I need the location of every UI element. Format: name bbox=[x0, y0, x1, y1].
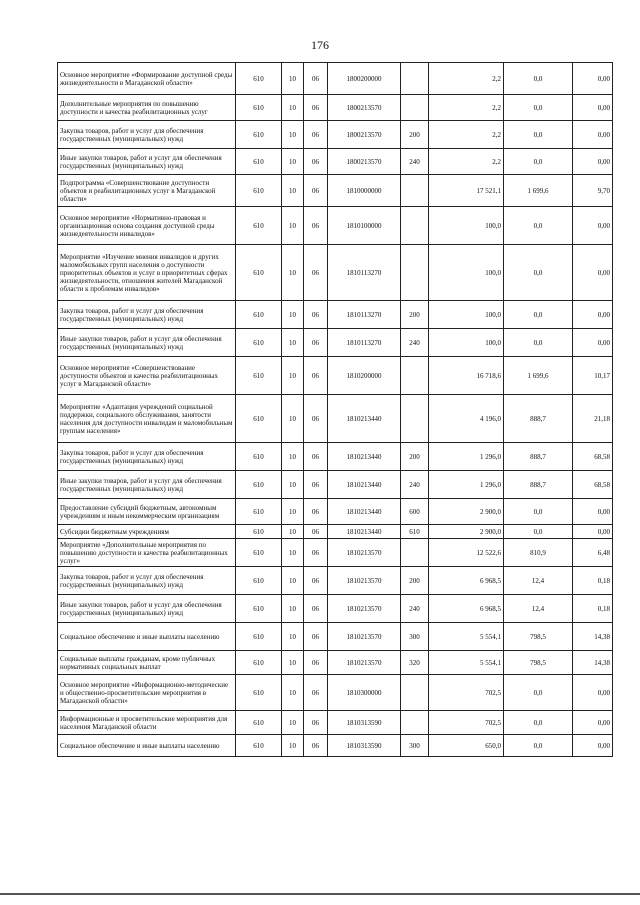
section-cell: 10 bbox=[282, 395, 304, 443]
target-article-cell: 1800200000 bbox=[328, 63, 401, 95]
planned-amount-cell: 5 554,1 bbox=[429, 623, 504, 651]
section-cell: 10 bbox=[282, 623, 304, 651]
admin-code-cell: 610 bbox=[236, 471, 282, 499]
item-name-cell: Закупка товаров, работ и услуг для обеспечения государственных (муниципальных) нужд bbox=[58, 121, 236, 149]
executed-amount-cell: 0,0 bbox=[504, 207, 573, 245]
planned-amount-cell: 16 718,6 bbox=[429, 357, 504, 395]
section-cell: 10 bbox=[282, 149, 304, 175]
admin-code-cell: 610 bbox=[236, 207, 282, 245]
item-name-cell: Мероприятие «Дополнительные мероприятия по повышению доступности и качества реабилитационных услуг» bbox=[58, 539, 236, 567]
percent-cell: 0,00 bbox=[573, 121, 613, 149]
target-article-cell: 1810213440 bbox=[328, 525, 401, 539]
table-row bbox=[58, 471, 613, 499]
subsection-cell: 06 bbox=[304, 471, 328, 499]
planned-amount-cell: 4 196,0 bbox=[429, 395, 504, 443]
executed-amount-cell: 1 699,6 bbox=[504, 175, 573, 207]
planned-amount-cell: 6 968,5 bbox=[429, 567, 504, 595]
executed-amount-cell: 888,7 bbox=[504, 471, 573, 499]
admin-code-cell: 610 bbox=[236, 675, 282, 711]
planned-amount-cell: 100,0 bbox=[429, 329, 504, 357]
subsection-cell: 06 bbox=[304, 245, 328, 301]
expense-type-cell: 200 bbox=[401, 121, 429, 149]
target-article-cell: 1810213440 bbox=[328, 499, 401, 525]
item-name-cell: Дополнительные мероприятия по повышению доступности и качества реабилитационных услуг bbox=[58, 95, 236, 121]
item-name-cell: Предоставление субсидий бюджетным, автономным учреждениям и иным некоммерческим организациям bbox=[58, 499, 236, 525]
percent-cell: 0,00 bbox=[573, 675, 613, 711]
percent-cell: 68,58 bbox=[573, 443, 613, 471]
subsection-cell: 06 bbox=[304, 121, 328, 149]
section-cell: 10 bbox=[282, 539, 304, 567]
section-cell: 10 bbox=[282, 499, 304, 525]
table-row bbox=[58, 675, 613, 711]
planned-amount-cell: 2 900,0 bbox=[429, 499, 504, 525]
expense-type-cell bbox=[401, 539, 429, 567]
table-row bbox=[58, 567, 613, 595]
table-row bbox=[58, 711, 613, 735]
table-row bbox=[58, 149, 613, 175]
executed-amount-cell: 888,7 bbox=[504, 395, 573, 443]
percent-cell: 0,00 bbox=[573, 525, 613, 539]
section-cell: 10 bbox=[282, 245, 304, 301]
planned-amount-cell: 1 296,0 bbox=[429, 443, 504, 471]
percent-cell: 6,48 bbox=[573, 539, 613, 567]
subsection-cell: 06 bbox=[304, 675, 328, 711]
percent-cell: 0,00 bbox=[573, 711, 613, 735]
executed-amount-cell: 0,0 bbox=[504, 711, 573, 735]
item-name-cell: Социальное обеспечение и иные выплаты населению bbox=[58, 623, 236, 651]
item-name-cell: Иные закупки товаров, работ и услуг для обеспечения государственных (муниципальных) нужд bbox=[58, 329, 236, 357]
expense-type-cell: 200 bbox=[401, 301, 429, 329]
item-name-cell: Иные закупки товаров, работ и услуг для обеспечения государственных (муниципальных) нужд bbox=[58, 471, 236, 499]
section-cell: 10 bbox=[282, 329, 304, 357]
table-row bbox=[58, 357, 613, 395]
expense-type-cell: 300 bbox=[401, 735, 429, 757]
executed-amount-cell: 12,4 bbox=[504, 595, 573, 623]
percent-cell: 0,00 bbox=[573, 301, 613, 329]
target-article-cell: 1810300000 bbox=[328, 675, 401, 711]
table-row bbox=[58, 207, 613, 245]
target-article-cell: 1810200000 bbox=[328, 357, 401, 395]
percent-cell: 21,18 bbox=[573, 395, 613, 443]
table-row bbox=[58, 329, 613, 357]
table-row bbox=[58, 499, 613, 525]
expense-type-cell bbox=[401, 175, 429, 207]
executed-amount-cell: 0,0 bbox=[504, 735, 573, 757]
percent-cell: 10,17 bbox=[573, 357, 613, 395]
table-row bbox=[58, 539, 613, 567]
executed-amount-cell: 0,0 bbox=[504, 149, 573, 175]
executed-amount-cell: 0,0 bbox=[504, 525, 573, 539]
executed-amount-cell: 0,0 bbox=[504, 95, 573, 121]
subsection-cell: 06 bbox=[304, 395, 328, 443]
table-row bbox=[58, 395, 613, 443]
admin-code-cell: 610 bbox=[236, 245, 282, 301]
table-row bbox=[58, 121, 613, 149]
table-row bbox=[58, 63, 613, 95]
item-name-cell: Закупка товаров, работ и услуг для обеспечения государственных (муниципальных) нужд bbox=[58, 567, 236, 595]
percent-cell: 0,00 bbox=[573, 735, 613, 757]
expense-type-cell: 240 bbox=[401, 149, 429, 175]
planned-amount-cell: 650,0 bbox=[429, 735, 504, 757]
executed-amount-cell: 0,0 bbox=[504, 329, 573, 357]
subsection-cell: 06 bbox=[304, 149, 328, 175]
expense-type-cell bbox=[401, 207, 429, 245]
subsection-cell: 06 bbox=[304, 443, 328, 471]
target-article-cell: 1810113270 bbox=[328, 301, 401, 329]
subsection-cell: 06 bbox=[304, 711, 328, 735]
target-article-cell: 1810213570 bbox=[328, 567, 401, 595]
section-cell: 10 bbox=[282, 567, 304, 595]
target-article-cell: 1810213570 bbox=[328, 595, 401, 623]
planned-amount-cell: 12 522,6 bbox=[429, 539, 504, 567]
admin-code-cell: 610 bbox=[236, 651, 282, 675]
admin-code-cell: 610 bbox=[236, 357, 282, 395]
section-cell: 10 bbox=[282, 711, 304, 735]
executed-amount-cell: 798,5 bbox=[504, 651, 573, 675]
planned-amount-cell: 1 296,0 bbox=[429, 471, 504, 499]
footer-rule bbox=[0, 893, 640, 895]
expense-type-cell bbox=[401, 675, 429, 711]
table-row bbox=[58, 301, 613, 329]
item-name-cell: Иные закупки товаров, работ и услуг для обеспечения государственных (муниципальных) нужд bbox=[58, 149, 236, 175]
table-row bbox=[58, 651, 613, 675]
executed-amount-cell: 798,5 bbox=[504, 623, 573, 651]
subsection-cell: 06 bbox=[304, 525, 328, 539]
section-cell: 10 bbox=[282, 63, 304, 95]
item-name-cell: Основное мероприятие «Информационно-методические и общественно-просветительские мероприятия в Магаданской области» bbox=[58, 675, 236, 711]
admin-code-cell: 610 bbox=[236, 711, 282, 735]
budget-table bbox=[57, 62, 613, 757]
percent-cell: 68,58 bbox=[573, 471, 613, 499]
section-cell: 10 bbox=[282, 443, 304, 471]
expense-type-cell bbox=[401, 357, 429, 395]
executed-amount-cell: 0,0 bbox=[504, 499, 573, 525]
expense-type-cell bbox=[401, 95, 429, 121]
subsection-cell: 06 bbox=[304, 595, 328, 623]
target-article-cell: 1810313590 bbox=[328, 711, 401, 735]
expense-type-cell: 600 bbox=[401, 499, 429, 525]
planned-amount-cell: 2,2 bbox=[429, 63, 504, 95]
expense-type-cell bbox=[401, 63, 429, 95]
admin-code-cell: 610 bbox=[236, 525, 282, 539]
planned-amount-cell: 5 554,1 bbox=[429, 651, 504, 675]
admin-code-cell: 610 bbox=[236, 95, 282, 121]
target-article-cell: 1810113270 bbox=[328, 245, 401, 301]
item-name-cell: Информационные и просветительские мероприятия для населения Магаданской области bbox=[58, 711, 236, 735]
percent-cell: 0,00 bbox=[573, 149, 613, 175]
table-row bbox=[58, 175, 613, 207]
section-cell: 10 bbox=[282, 651, 304, 675]
table-row bbox=[58, 443, 613, 471]
planned-amount-cell: 17 521,1 bbox=[429, 175, 504, 207]
expense-type-cell: 610 bbox=[401, 525, 429, 539]
percent-cell: 14,38 bbox=[573, 651, 613, 675]
target-article-cell: 1810313590 bbox=[328, 735, 401, 757]
expense-type-cell: 200 bbox=[401, 567, 429, 595]
target-article-cell: 1810000000 bbox=[328, 175, 401, 207]
target-article-cell: 1810213570 bbox=[328, 539, 401, 567]
planned-amount-cell: 100,0 bbox=[429, 301, 504, 329]
subsection-cell: 06 bbox=[304, 357, 328, 395]
admin-code-cell: 610 bbox=[236, 149, 282, 175]
admin-code-cell: 610 bbox=[236, 301, 282, 329]
percent-cell: 0,00 bbox=[573, 207, 613, 245]
admin-code-cell: 610 bbox=[236, 735, 282, 757]
subsection-cell: 06 bbox=[304, 329, 328, 357]
section-cell: 10 bbox=[282, 525, 304, 539]
subsection-cell: 06 bbox=[304, 175, 328, 207]
item-name-cell: Иные закупки товаров, работ и услуг для обеспечения государственных (муниципальных) нужд bbox=[58, 595, 236, 623]
subsection-cell: 06 bbox=[304, 63, 328, 95]
executed-amount-cell: 12,4 bbox=[504, 567, 573, 595]
planned-amount-cell: 2,2 bbox=[429, 95, 504, 121]
page-number: 176 bbox=[311, 38, 329, 52]
target-article-cell: 1810213440 bbox=[328, 395, 401, 443]
executed-amount-cell: 0,0 bbox=[504, 301, 573, 329]
expense-type-cell bbox=[401, 245, 429, 301]
item-name-cell: Субсидии бюджетным учреждениям bbox=[58, 525, 236, 539]
expense-type-cell: 240 bbox=[401, 329, 429, 357]
admin-code-cell: 610 bbox=[236, 499, 282, 525]
item-name-cell: Мероприятие «Адаптация учреждений социальной поддержки, социального обслуживания, занятости населения для доступности инвалидам и маломобильным группам населения» bbox=[58, 395, 236, 443]
subsection-cell: 06 bbox=[304, 651, 328, 675]
section-cell: 10 bbox=[282, 207, 304, 245]
subsection-cell: 06 bbox=[304, 539, 328, 567]
planned-amount-cell: 2,2 bbox=[429, 149, 504, 175]
percent-cell: 0,18 bbox=[573, 567, 613, 595]
expense-type-cell: 300 bbox=[401, 623, 429, 651]
admin-code-cell: 610 bbox=[236, 63, 282, 95]
admin-code-cell: 610 bbox=[236, 595, 282, 623]
subsection-cell: 06 bbox=[304, 207, 328, 245]
subsection-cell: 06 bbox=[304, 95, 328, 121]
item-name-cell: Социальное обеспечение и иные выплаты населению bbox=[58, 735, 236, 757]
expense-type-cell: 320 bbox=[401, 651, 429, 675]
executed-amount-cell: 0,0 bbox=[504, 675, 573, 711]
section-cell: 10 bbox=[282, 471, 304, 499]
planned-amount-cell: 702,5 bbox=[429, 675, 504, 711]
target-article-cell: 1800213570 bbox=[328, 149, 401, 175]
expense-type-cell bbox=[401, 711, 429, 735]
percent-cell: 14,38 bbox=[573, 623, 613, 651]
percent-cell: 0,00 bbox=[573, 329, 613, 357]
target-article-cell: 1810213570 bbox=[328, 651, 401, 675]
target-article-cell: 1800213570 bbox=[328, 95, 401, 121]
executed-amount-cell: 0,0 bbox=[504, 245, 573, 301]
subsection-cell: 06 bbox=[304, 623, 328, 651]
subsection-cell: 06 bbox=[304, 301, 328, 329]
planned-amount-cell: 2,2 bbox=[429, 121, 504, 149]
section-cell: 10 bbox=[282, 735, 304, 757]
expense-type-cell: 240 bbox=[401, 471, 429, 499]
subsection-cell: 06 bbox=[304, 499, 328, 525]
target-article-cell: 1810213570 bbox=[328, 623, 401, 651]
item-name-cell: Основное мероприятие «Формирование доступной среды жизнедеятельности в Магаданской области» bbox=[58, 63, 236, 95]
item-name-cell: Основное мероприятие «Нормативно-правовая и организационная основа создания доступной среды жизнедеятельности инвалидов» bbox=[58, 207, 236, 245]
executed-amount-cell: 1 699,6 bbox=[504, 357, 573, 395]
admin-code-cell: 610 bbox=[236, 623, 282, 651]
item-name-cell: Социальные выплаты гражданам, кроме публичных нормативных социальных выплат bbox=[58, 651, 236, 675]
planned-amount-cell: 702,5 bbox=[429, 711, 504, 735]
admin-code-cell: 610 bbox=[236, 175, 282, 207]
target-article-cell: 1810100000 bbox=[328, 207, 401, 245]
planned-amount-cell: 6 968,5 bbox=[429, 595, 504, 623]
section-cell: 10 bbox=[282, 357, 304, 395]
percent-cell: 0,00 bbox=[573, 95, 613, 121]
expense-type-cell bbox=[401, 395, 429, 443]
admin-code-cell: 610 bbox=[236, 443, 282, 471]
expense-type-cell: 200 bbox=[401, 443, 429, 471]
percent-cell: 0,00 bbox=[573, 499, 613, 525]
table-row bbox=[58, 525, 613, 539]
item-name-cell: Основное мероприятие «Совершенствование доступности объектов и качества реабилитационных услуг в Магаданской области» bbox=[58, 357, 236, 395]
table-row bbox=[58, 595, 613, 623]
section-cell: 10 bbox=[282, 121, 304, 149]
budget-table-body bbox=[58, 63, 613, 757]
admin-code-cell: 610 bbox=[236, 329, 282, 357]
executed-amount-cell: 0,0 bbox=[504, 121, 573, 149]
planned-amount-cell: 100,0 bbox=[429, 207, 504, 245]
target-article-cell: 1810213440 bbox=[328, 443, 401, 471]
expense-type-cell: 240 bbox=[401, 595, 429, 623]
admin-code-cell: 610 bbox=[236, 121, 282, 149]
executed-amount-cell: 888,7 bbox=[504, 443, 573, 471]
item-name-cell: Закупка товаров, работ и услуг для обеспечения государственных (муниципальных) нужд bbox=[58, 443, 236, 471]
item-name-cell: Подпрограмма «Совершенствование доступности объектов и реабилитационных услуг в Магаданской области» bbox=[58, 175, 236, 207]
target-article-cell: 1810213440 bbox=[328, 471, 401, 499]
section-cell: 10 bbox=[282, 595, 304, 623]
planned-amount-cell: 100,0 bbox=[429, 245, 504, 301]
percent-cell: 0,00 bbox=[573, 245, 613, 301]
subsection-cell: 06 bbox=[304, 735, 328, 757]
table-row bbox=[58, 623, 613, 651]
section-cell: 10 bbox=[282, 175, 304, 207]
item-name-cell: Закупка товаров, работ и услуг для обеспечения государственных (муниципальных) нужд bbox=[58, 301, 236, 329]
section-cell: 10 bbox=[282, 301, 304, 329]
percent-cell: 0,00 bbox=[573, 63, 613, 95]
percent-cell: 0,18 bbox=[573, 595, 613, 623]
table-row bbox=[58, 735, 613, 757]
item-name-cell: Мероприятие «Изучение мнения инвалидов и других маломобильных групп населения о доступности приоритетных объектов и услуг в приоритетных сферах жизнедеятельности, отношения жителей Магаданской области к проблемам инвалидов» bbox=[58, 245, 236, 301]
admin-code-cell: 610 bbox=[236, 395, 282, 443]
executed-amount-cell: 810,9 bbox=[504, 539, 573, 567]
target-article-cell: 1810113270 bbox=[328, 329, 401, 357]
table-row bbox=[58, 245, 613, 301]
admin-code-cell: 610 bbox=[236, 567, 282, 595]
section-cell: 10 bbox=[282, 95, 304, 121]
executed-amount-cell: 0,0 bbox=[504, 63, 573, 95]
table-row bbox=[58, 95, 613, 121]
section-cell: 10 bbox=[282, 675, 304, 711]
subsection-cell: 06 bbox=[304, 567, 328, 595]
percent-cell: 9,70 bbox=[573, 175, 613, 207]
planned-amount-cell: 2 900,0 bbox=[429, 525, 504, 539]
target-article-cell: 1800213570 bbox=[328, 121, 401, 149]
admin-code-cell: 610 bbox=[236, 539, 282, 567]
